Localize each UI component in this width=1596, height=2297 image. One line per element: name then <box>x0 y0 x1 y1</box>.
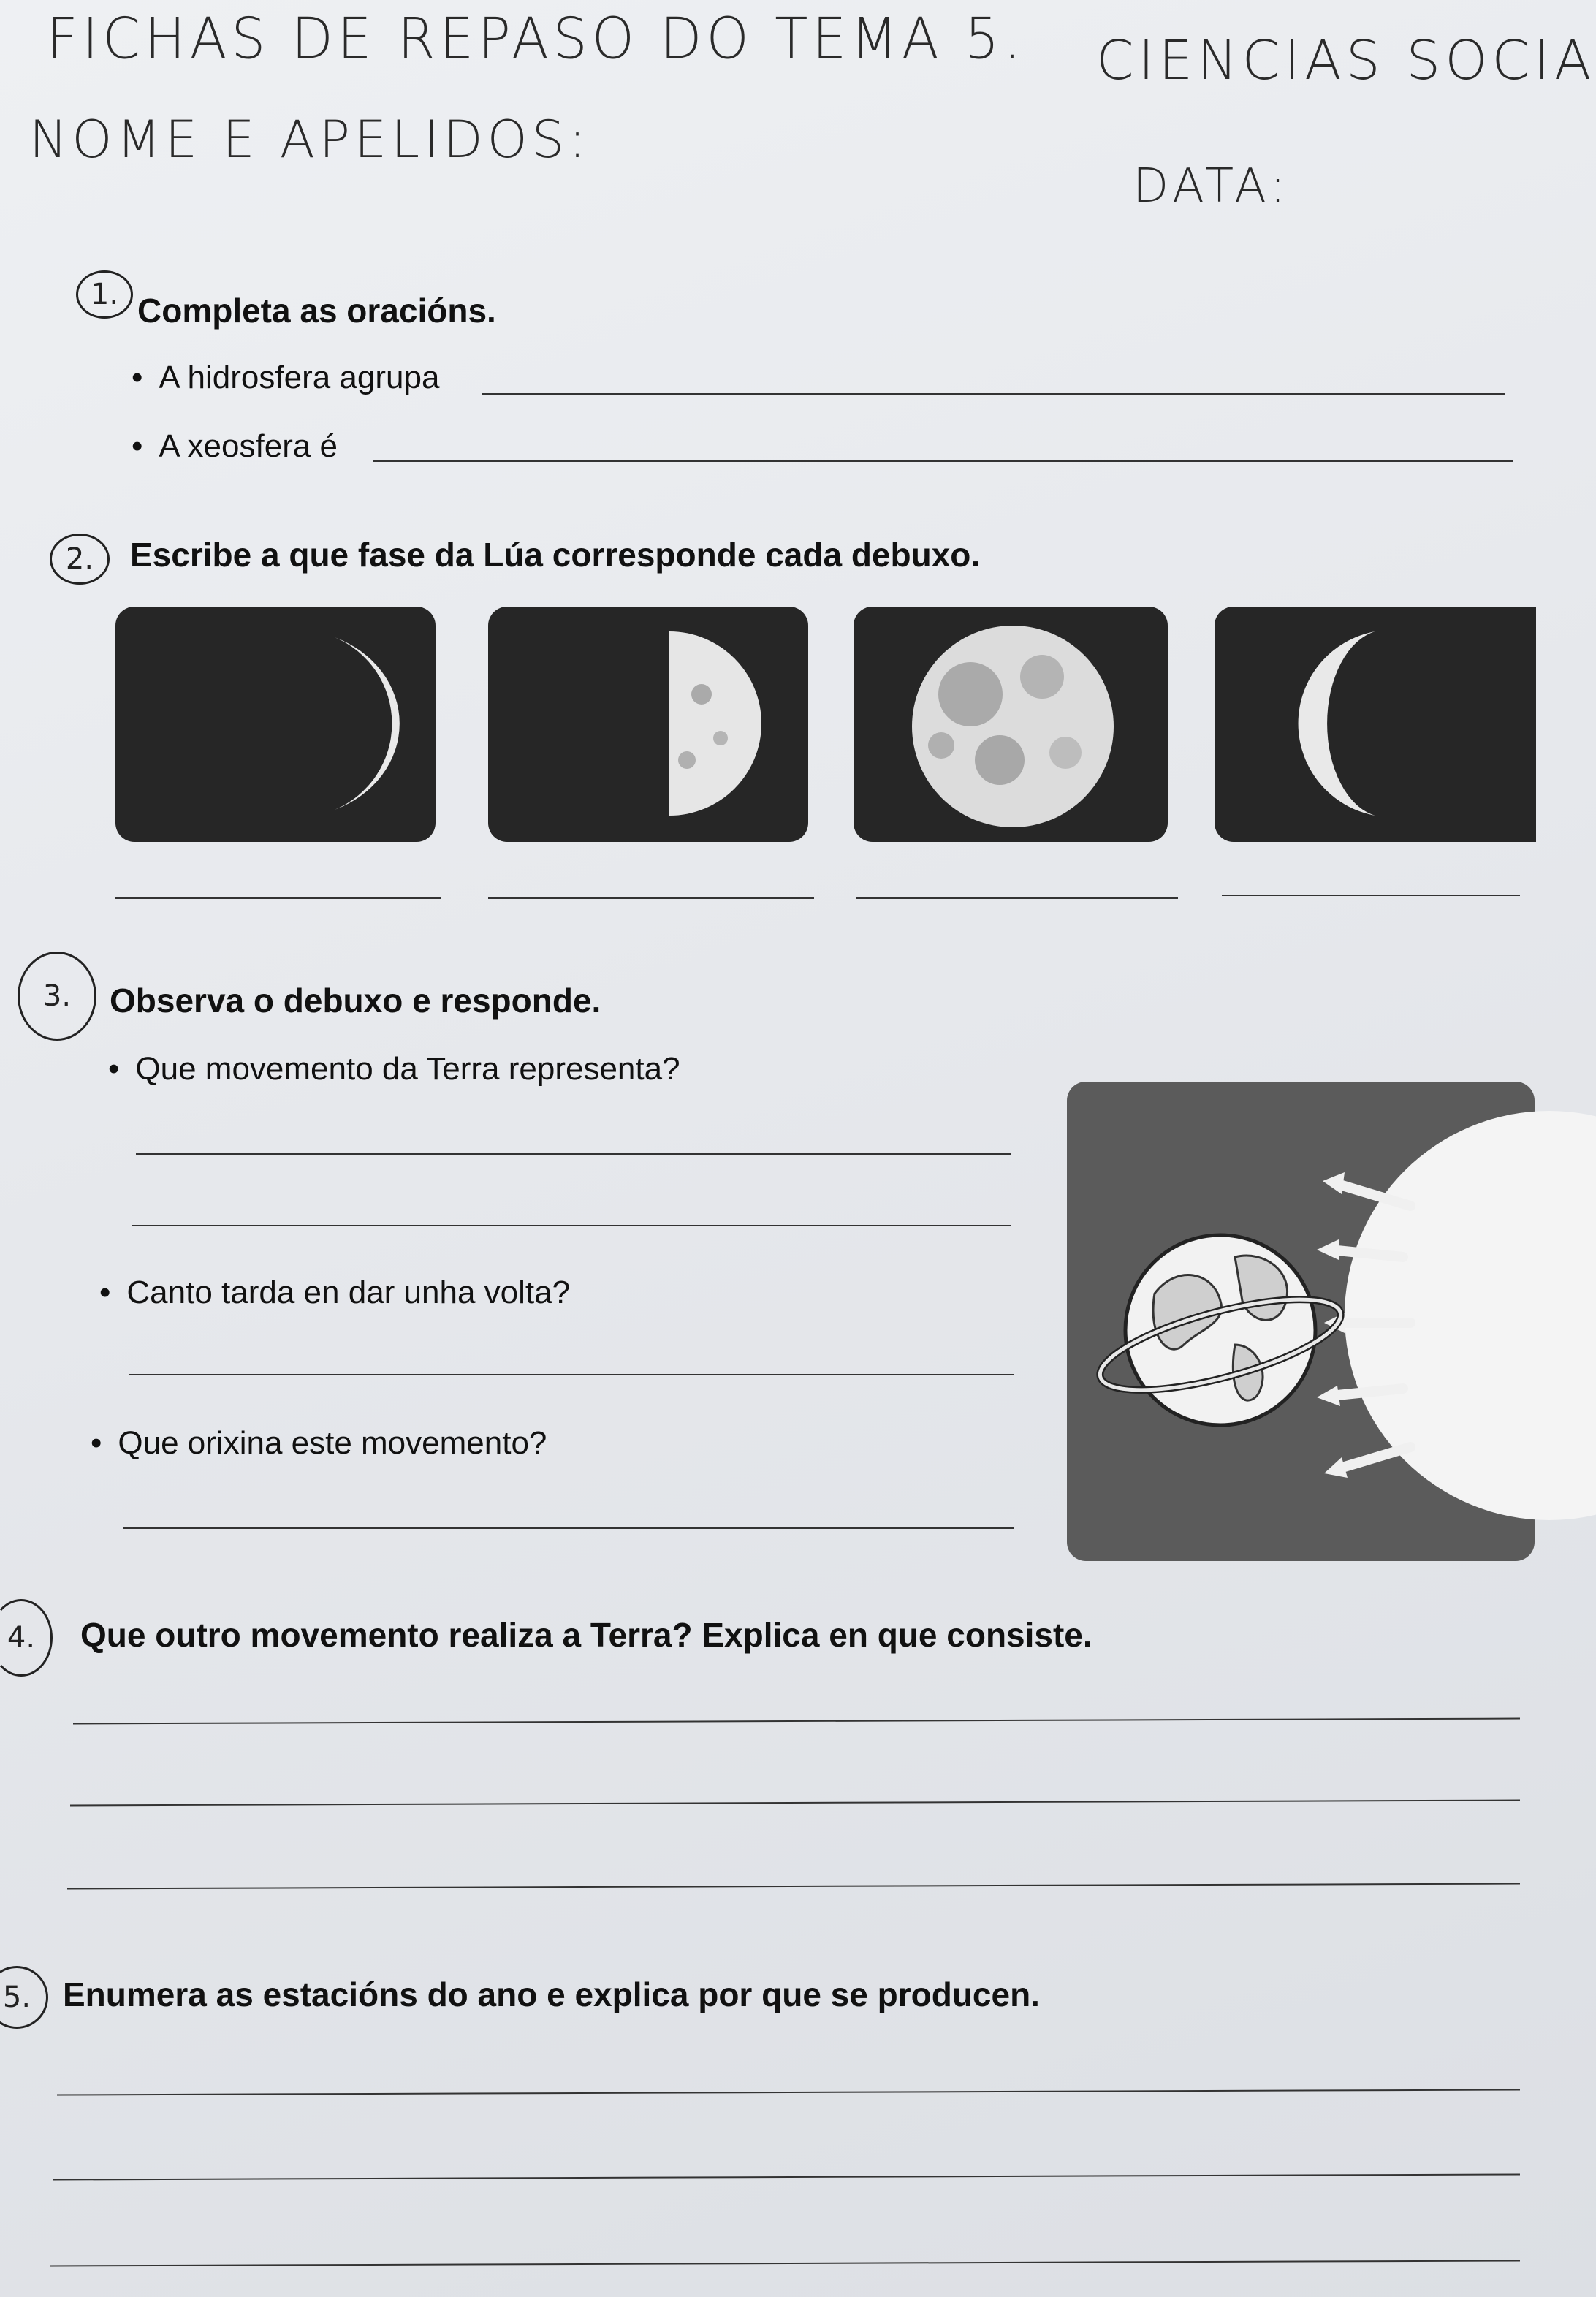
answer-line-q4-2[interactable] <box>70 1800 1520 1807</box>
answer-line-q3-1[interactable] <box>136 1153 1011 1155</box>
earth-rotation-illustration <box>1067 1082 1535 1561</box>
moon-card-3 <box>854 607 1168 842</box>
name-label: NOME E APELIDOS: <box>29 110 590 170</box>
moon-card-1 <box>115 607 436 842</box>
question-2-title: Escribe a que fase da Lúa corresponde cada debuxo. <box>130 536 981 574</box>
waning-crescent-moon-icon <box>1215 607 1536 842</box>
question-1-item-geosphere: • A xeosfera é <box>132 428 338 465</box>
question-1-item-hydrosphere: • A hidrosfera agrupa <box>132 360 439 396</box>
waxing-crescent-moon-icon <box>115 607 436 842</box>
question-1-number: 1. <box>76 270 133 319</box>
moon-card-4 <box>1215 607 1536 842</box>
answer-line-q3-2[interactable] <box>132 1225 1011 1226</box>
question-3-title: Observa o debuxo e responde. <box>110 982 601 1020</box>
earth-rotation-diagram <box>1067 1082 1535 1561</box>
question-5-number: 5. <box>0 1966 48 2029</box>
answer-line-moon-1[interactable] <box>115 897 441 899</box>
first-quarter-moon-icon <box>488 607 808 842</box>
answer-line-moon-2[interactable] <box>488 897 814 899</box>
answer-line-q5-1[interactable] <box>57 2089 1520 2096</box>
question-3-item-origin: • Que orixina este movemento? <box>91 1425 547 1462</box>
worksheet-title: FICHAS DE REPASO DO TEMA 5. <box>47 5 1025 72</box>
answer-line-q1-2[interactable] <box>373 460 1513 462</box>
question-3-item-duration: • Canto tarda en dar unha volta? <box>99 1275 570 1311</box>
question-1-title: Completa as oracións. <box>137 292 496 330</box>
date-label: DATA: <box>1133 159 1291 213</box>
answer-line-q4-1[interactable] <box>73 1718 1520 1725</box>
answer-line-q3-4[interactable] <box>123 1527 1014 1529</box>
answer-line-q5-2[interactable] <box>53 2173 1520 2180</box>
question-4-title: Que outro movemento realiza a Terra? Explica en que consiste. <box>80 1616 1092 1654</box>
question-3-item-movement: • Que movemento da Terra representa? <box>108 1051 680 1087</box>
question-5-title: Enumera as estacións do ano e explica por que se producen. <box>63 1975 1040 2013</box>
question-2-number: 2. <box>50 534 110 585</box>
answer-line-q3-3[interactable] <box>129 1374 1014 1375</box>
answer-line-q1-1[interactable] <box>482 393 1505 395</box>
question-4-number: 4. <box>0 1599 53 1677</box>
question-3-number: 3. <box>18 952 96 1041</box>
answer-line-q5-3[interactable] <box>50 2260 1520 2266</box>
answer-line-q4-3[interactable] <box>67 1883 1520 1890</box>
moon-card-2 <box>488 607 808 842</box>
subject-label: CIENCIAS SOCIA <box>1096 29 1596 92</box>
answer-line-moon-4[interactable] <box>1222 895 1520 896</box>
answer-line-moon-3[interactable] <box>856 897 1178 899</box>
full-moon-icon <box>854 607 1168 842</box>
